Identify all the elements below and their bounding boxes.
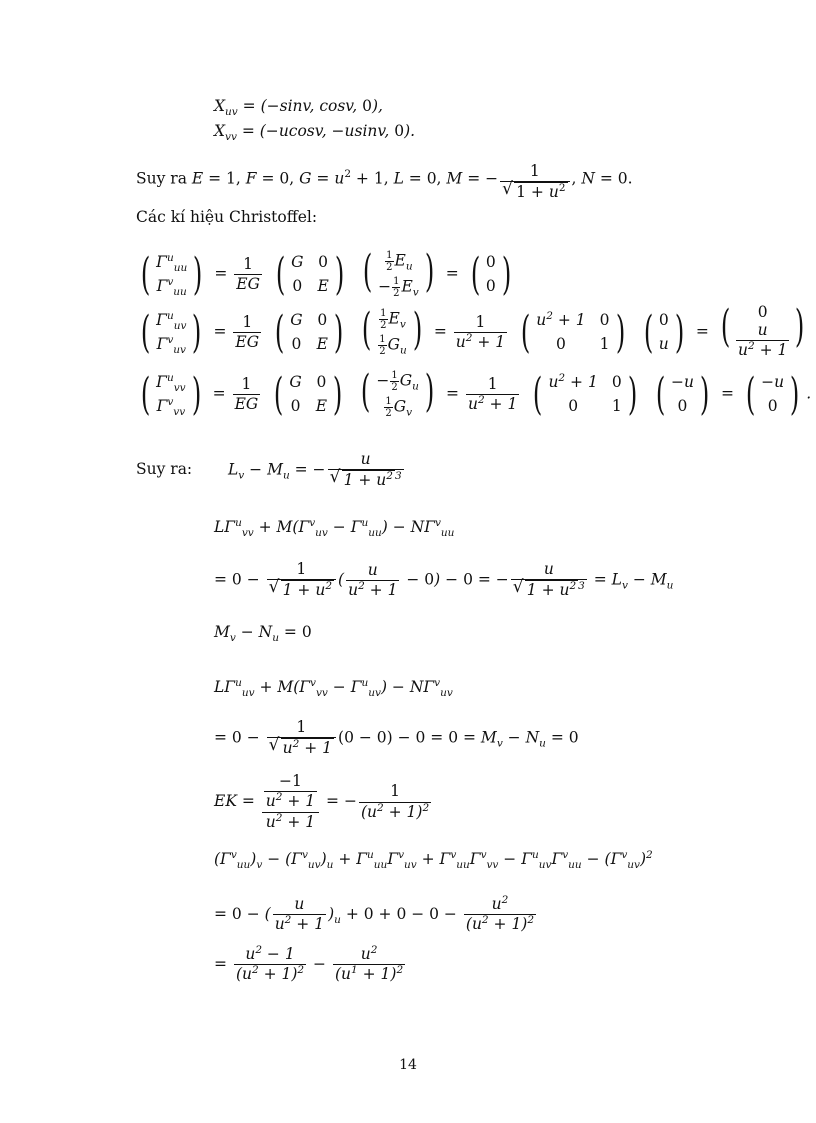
equation-lv-mu: $L_v - M_u$ = − u √ $1 + u^2$ $^3$ xyxy=(228,450,402,490)
equation-xuv: $X_{uv} = (-\sin v$, cosv, 0), xyxy=(214,97,383,119)
equation-codazzi-2-result: = 0 − 1 √ $u^2 + 1$ $(0 - 0) - 0 = 0 = M_v - N_u = 0$ xyxy=(214,718,579,758)
suy-ra-section xyxy=(136,462,192,478)
equation-gauss-step-2: = $\frac{u^2 - 1}{(u^2 + 1)^2}$ − $\frac{u^2}{(u^1 + 1)^2}$ xyxy=(214,943,404,984)
christoffel-row-2: ( $\Gamma^u_{uv}$ $\Gamma^v_{uv}$ ) = $\frac{1}{EG}$ ( G 0 0 E ) ( $\frac{1}{2}$ $E_v$ $\frac{1}{2}$ $G_u$ ) = $\frac{1}{u^2 + 1}$ ( $u^2 + 1$ 0 0 1 ) ( 0 u ) = ( 0 $\frac{u}{u^2 + 1}$ ) xyxy=(140,301,805,359)
equation-codazzi-2: $L\Gamma^u_{uv} + M(\Gamma^v_{vv} - \Gamma^u_{uv}) - N\Gamma^v_{uv}$ xyxy=(214,676,453,700)
equation-gauss-step-1: = 0 − ( $\frac{u}{u^2 + 1}$ )$_u + 0 + 0 - 0$ − $\frac{u^2}{(u^2 + 1)^2}$ xyxy=(214,893,535,934)
equation-mv-nu: $M_v - N_u = 0$ xyxy=(214,623,312,645)
equation-gauss: $(\Gamma^v_{uu})_v - (\Gamma^v_{uv})_u + \Gamma^u_{uu}\Gamma^v_{uv} + \Gamma^v_{uu}\Gamma^v_{vv} - \Gamma^u_{uv}\Gamma^v_{uu} - (\Gamma^v_{uv})^2$ xyxy=(214,848,653,872)
suy-ra-label: Suy ra xyxy=(136,169,187,188)
equation-ek: EK = $\frac{\frac{-1}{u^2 + 1}}{u^2 + 1}$ = − $\frac{1}{(u^2 + 1)^2}$ xyxy=(214,772,430,831)
christoffel-row-1: ( $\Gamma^u_{uu}$ $\Gamma^v_{uu}$ ) = $\frac{1}{EG}$ ( G 0 0 E ) ( $\frac{1}{2}$ $E_u$ − $\frac{1}{2}$ $E_v$ ) = ( 0 0 ) xyxy=(140,246,512,300)
equation-codazzi-1-result: = 0 − 1 √ $1 + u^2$ ( $\frac{u}{u^2 + 1}$ − 0) − 0 = − u √ $1 + u^2$ $^3$ = $L_v - M_u$ xyxy=(214,560,674,600)
equation-codazzi-1: $L\Gamma^u_{vv} + M(\Gamma^v_{uv} - \Gamma^u_{uu}) - N\Gamma^v_{uu}$ xyxy=(214,516,455,540)
page-number: 14 xyxy=(399,1057,417,1073)
christoffel-row-3: ( $\Gamma^u_{vv}$ $\Gamma^v_{vv}$ ) = $\frac{1}{EG}$ ( G 0 0 E ) ( − $\frac{1}{2}$ $G_u$ $\frac{1}{2}$ $G_v$ ) = $\frac{1}{u^2 + 1}$ ( $u^2 + 1$ 0 0 1 ) ( −u 0 ) = ( −u 0 ) . xyxy=(140,366,812,420)
fundamental-forms-line: Suy ra E = 1, F = 0, $G = u^2 + 1$, L = 0, M = − 1 √ $1 + u^2$ , N = 0. xyxy=(136,162,633,202)
equation-xvv: $X_{vv} = (-ucosv$, −usinv, 0). xyxy=(214,122,416,144)
suy-ra-colon-label: Suy ra: xyxy=(136,460,193,478)
christoffel-heading: Các kí hiệu Christoffel: xyxy=(136,208,318,226)
